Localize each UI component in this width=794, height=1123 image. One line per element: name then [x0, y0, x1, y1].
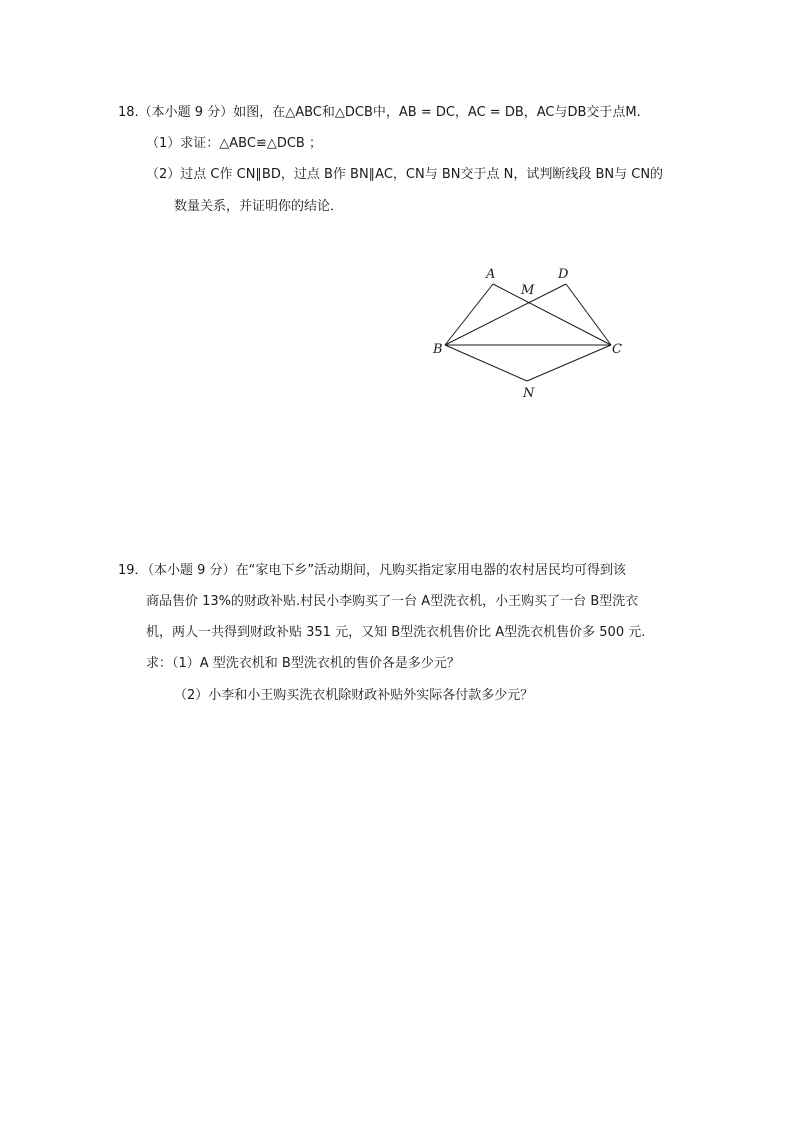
- q18-part2-line2: 数量关系，并证明你的结论．: [174, 199, 344, 214]
- segment-db: [445, 284, 566, 345]
- label-m: M: [521, 283, 535, 298]
- label-b: B: [433, 342, 443, 357]
- q19-line2: 商品售价 13%的财政补贴.村民小李购买了一台 A型洗衣机，小王购买了一台 B型洗衣: [146, 594, 639, 609]
- segment-dc: [566, 284, 611, 345]
- segment-bn: [445, 345, 527, 381]
- label-a: A: [486, 267, 496, 282]
- q19-line3: 机，两人一共得到财政补贴 351 元，又知 B型洗衣机售价比 A型洗衣机售价多 500 元.: [146, 625, 646, 640]
- segment-ac: [493, 284, 611, 345]
- q19-line1: 19．（本小题 9 分）在“家电下乡”活动期间，凡购买指定家用电器的农村居民均可得到该: [118, 563, 627, 578]
- q18-heading: 18.（本小题 9 分）如图，在△ABC和△DCB中，AB = DC，AC = DB，AC与DB交于点M.: [118, 105, 641, 120]
- q18-part2-line1: （2）过点 C作 CN∥BD，过点 B作 BN∥AC，CN与 BN交于点 N，试判断线段 BN与 CN的: [146, 167, 664, 182]
- q19-line4: 求：（1）A 型洗衣机和 B型洗衣机的售价各是多少元？: [146, 656, 460, 671]
- segment-ab: [445, 284, 493, 345]
- label-d: D: [558, 267, 569, 282]
- label-n: N: [523, 386, 535, 401]
- segment-cn: [527, 345, 611, 381]
- q19-line5: （2）小李和小王购买洗衣机除财政补贴外实际各付款多少元？: [174, 688, 534, 703]
- q18-part1: （1）求证：△ABC≌△DCB ；: [146, 136, 322, 151]
- label-c: C: [612, 342, 622, 357]
